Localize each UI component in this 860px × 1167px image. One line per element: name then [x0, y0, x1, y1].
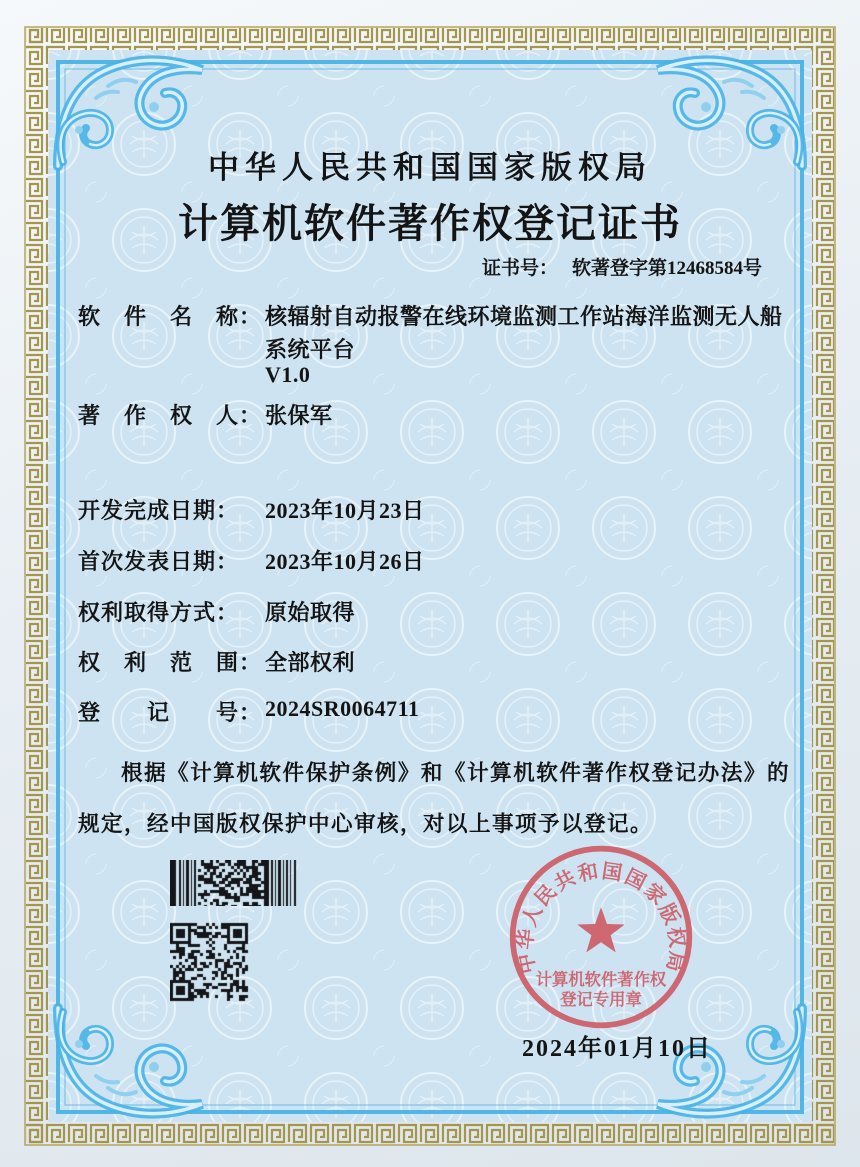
certificate-title: 计算机软件著作权登记证书 — [178, 201, 682, 246]
greek-key-border-bottom — [26, 1122, 834, 1144]
dev-complete-date-label: 开发完成日期： — [78, 498, 240, 523]
registration-number-value: 2024SR0064711 — [265, 696, 420, 721]
first-publish-date-label: 首次发表日期： — [78, 549, 240, 574]
dev-complete-date-value: 2023年10月23日 — [265, 498, 425, 523]
rights-scope-label: 权 利 范 围： — [78, 650, 263, 675]
software-name-version: V1.0 — [265, 362, 311, 387]
registration-number-label: 登 记 号： — [78, 700, 263, 725]
software-name-line2: 系统平台 — [265, 337, 356, 362]
software-name-line1: 核辐射自动报警在线环境监测工作站海洋监测无人船 — [265, 304, 783, 329]
copyright-owner-value: 张保军 — [265, 403, 333, 428]
issue-date: 2024年01月10日 — [522, 1036, 712, 1062]
certificate-number-label: 证书号： — [481, 258, 558, 279]
certificate-number-value: 软著登字第12468584号 — [571, 258, 762, 279]
seal-inner-line2: 登记专用章 — [560, 990, 642, 1010]
rights-acquisition-label: 权利取得方式： — [78, 600, 240, 625]
pdf417-barcode — [170, 860, 298, 906]
seal-inner-line1: 计算机软件著作权 — [535, 970, 667, 989]
greek-key-border-top — [26, 28, 834, 50]
copyright-owner-label: 著 作 权 人： — [78, 403, 263, 428]
seal-ring-text: 中华人民共和国国家版权局 — [514, 860, 688, 976]
registration-statement: 根据《计算机软件保护条例》和《计算机软件著作权登记办法》的规定，经中国版权保护中心审核，对以上事项予以登记。 — [78, 761, 790, 836]
first-publish-date-value: 2023年10月26日 — [265, 549, 425, 574]
rights-scope-value: 全部权利 — [265, 650, 356, 675]
issuer-name: 中华人民共和国国家版权局 — [208, 150, 652, 185]
certificate-number — [482, 253, 762, 280]
rights-acquisition-value: 原始取得 — [265, 600, 356, 625]
software-name-label: 软 件 名 称： — [78, 304, 263, 329]
qr-code — [170, 921, 250, 1005]
